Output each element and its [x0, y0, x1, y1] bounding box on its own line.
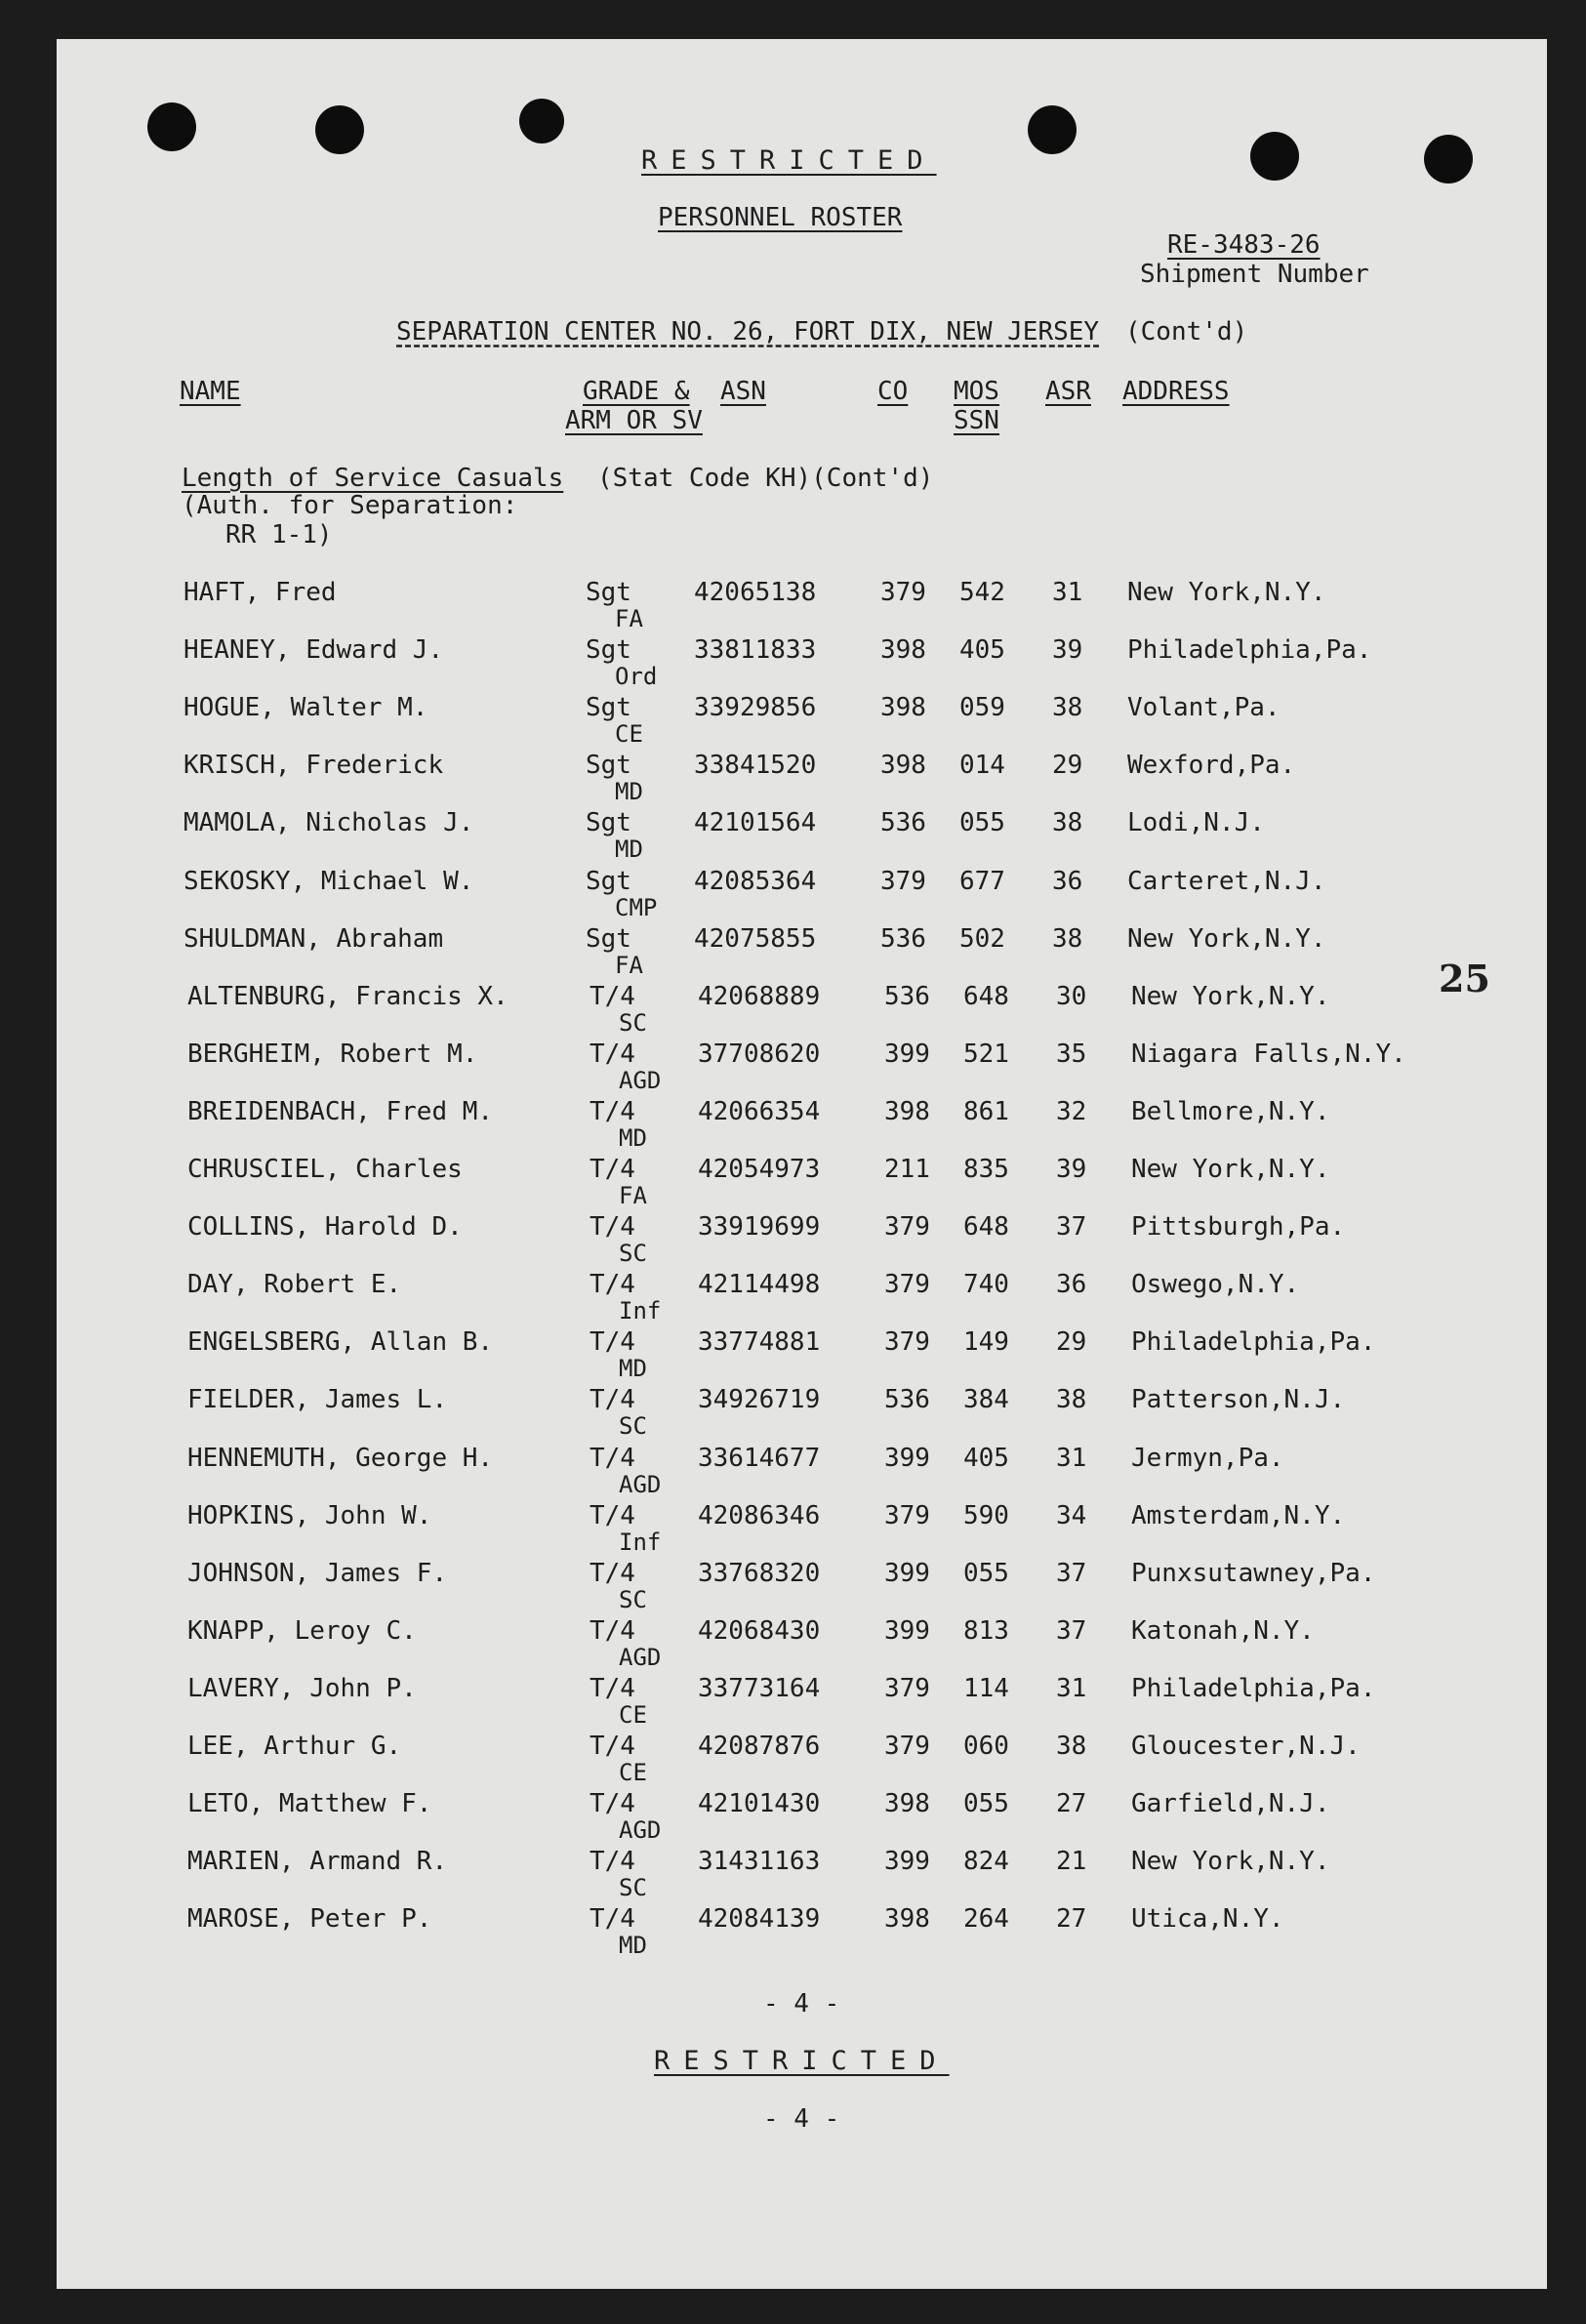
- column-header-name: NAME: [180, 377, 241, 406]
- asn-cell: 42101564: [694, 808, 817, 838]
- address-cell: Jermyn,Pa.: [1131, 1443, 1284, 1473]
- address-cell: New York,N.Y.: [1131, 981, 1330, 1011]
- grade-cell: T/4: [590, 1732, 635, 1761]
- arm-cell: CE: [619, 1759, 647, 1786]
- grade-cell: T/4: [590, 1615, 635, 1646]
- mos-cell: 059: [959, 693, 1005, 723]
- address-cell: Punxsutawney,Pa.: [1131, 1558, 1376, 1588]
- address-cell: Katonah,N.Y.: [1131, 1615, 1315, 1646]
- arm-cell: Inf: [619, 1297, 662, 1325]
- grade-cell: T/4: [590, 1673, 635, 1703]
- asn-cell: 33768320: [698, 1558, 821, 1588]
- name-cell: FIELDER, James L.: [187, 1385, 448, 1415]
- grade-cell: T/4: [590, 1904, 635, 1935]
- mos-cell: 648: [963, 1212, 1009, 1243]
- table-row: [0, 1327, 1586, 1386]
- separation-center-contd: (Cont'd): [1125, 317, 1248, 347]
- classification-bottom: RESTRICTED: [654, 2046, 950, 2076]
- asn-cell: 42087876: [698, 1732, 821, 1761]
- address-cell: Philadelphia,Pa.: [1131, 1673, 1376, 1703]
- column-header-co: CO: [877, 377, 909, 406]
- asn-cell: 42068889: [698, 981, 821, 1011]
- address-cell: Volant,Pa.: [1127, 693, 1281, 723]
- arm-cell: SC: [619, 1874, 647, 1902]
- mos-cell: 060: [963, 1732, 1009, 1761]
- mos-cell: 055: [959, 808, 1005, 838]
- mos-cell: 521: [963, 1039, 1009, 1069]
- asn-cell: 31431163: [698, 1847, 821, 1877]
- name-cell: MAMOLA, Nicholas J.: [183, 808, 474, 838]
- column-header-address: ADDRESS: [1122, 377, 1230, 406]
- name-cell: SHULDMAN, Abraham: [183, 923, 444, 954]
- asr-cell: 31: [1056, 1443, 1087, 1473]
- mos-cell: 813: [963, 1615, 1009, 1646]
- arm-cell: FA: [615, 951, 643, 979]
- asn-cell: 33773164: [698, 1673, 821, 1703]
- co-cell: 399: [884, 1847, 930, 1877]
- table-row: [0, 1732, 1586, 1790]
- name-cell: KRISCH, Frederick: [183, 751, 444, 781]
- table-row: [0, 867, 1586, 925]
- address-cell: Philadelphia,Pa.: [1131, 1327, 1376, 1358]
- name-cell: HOPKINS, John W.: [187, 1500, 432, 1530]
- mos-cell: 055: [963, 1789, 1009, 1819]
- grade-cell: Sgt: [586, 693, 631, 723]
- address-cell: Wexford,Pa.: [1127, 751, 1296, 781]
- table-row: [0, 751, 1586, 809]
- table-row: [0, 635, 1586, 694]
- address-cell: Carteret,N.J.: [1127, 866, 1326, 896]
- arm-cell: MD: [619, 1123, 647, 1152]
- grade-cell: Sgt: [586, 578, 631, 607]
- name-cell: ENGELSBERG, Allan B.: [187, 1327, 494, 1358]
- mos-cell: 648: [963, 981, 1009, 1011]
- grade-cell: T/4: [590, 1096, 635, 1126]
- mos-cell: 861: [963, 1096, 1009, 1126]
- table-row: [0, 1559, 1586, 1617]
- punch-hole: [519, 99, 564, 143]
- co-cell: 398: [880, 751, 926, 781]
- address-cell: New York,N.Y.: [1127, 923, 1326, 954]
- table-row: [0, 808, 1586, 867]
- stamped-page-number: 25: [1439, 957, 1490, 1000]
- name-cell: HAFT, Fred: [183, 578, 337, 607]
- punch-hole: [147, 102, 196, 151]
- grade-cell: T/4: [590, 1212, 635, 1243]
- mos-cell: 264: [963, 1904, 1009, 1935]
- grade-cell: T/4: [590, 1385, 635, 1415]
- co-cell: 536: [884, 981, 930, 1011]
- address-cell: Lodi,N.J.: [1127, 808, 1265, 838]
- mos-cell: 835: [963, 1155, 1009, 1184]
- asr-cell: 37: [1056, 1212, 1087, 1243]
- name-cell: JOHNSON, James F.: [187, 1558, 448, 1588]
- asn-cell: 42101430: [698, 1789, 821, 1819]
- asr-cell: 30: [1056, 981, 1087, 1011]
- asn-cell: 34926719: [698, 1385, 821, 1415]
- grade-cell: T/4: [590, 1155, 635, 1184]
- asn-cell: 33929856: [694, 693, 817, 723]
- section-title: Length of Service Casuals: [182, 464, 564, 493]
- name-cell: HEANEY, Edward J.: [183, 635, 444, 666]
- section-stat-code: (Stat Code KH)(Cont'd): [597, 464, 934, 493]
- asr-cell: 38: [1052, 923, 1083, 954]
- address-cell: Utica,N.Y.: [1131, 1904, 1284, 1935]
- table-row: [0, 1385, 1586, 1444]
- grade-cell: Sgt: [586, 751, 631, 781]
- grade-cell: T/4: [590, 981, 635, 1011]
- co-cell: 536: [880, 923, 926, 954]
- name-cell: LEE, Arthur G.: [187, 1732, 402, 1761]
- asr-cell: 29: [1056, 1327, 1087, 1358]
- table-row: [0, 1904, 1586, 1963]
- grade-cell: T/4: [590, 1270, 635, 1300]
- table-row: [0, 1789, 1586, 1848]
- arm-cell: FA: [619, 1182, 647, 1209]
- mos-cell: 542: [959, 578, 1005, 607]
- address-cell: New York,N.Y.: [1131, 1847, 1330, 1877]
- asr-cell: 21: [1056, 1847, 1087, 1877]
- column-header-grade: GRADE &: [583, 377, 690, 406]
- arm-cell: Ord: [615, 663, 658, 691]
- mos-cell: 590: [963, 1500, 1009, 1530]
- asr-cell: 29: [1052, 751, 1083, 781]
- co-cell: 379: [880, 578, 926, 607]
- name-cell: LAVERY, John P.: [187, 1673, 417, 1703]
- arm-cell: SC: [619, 1412, 647, 1441]
- name-cell: DAY, Robert E.: [187, 1270, 402, 1300]
- grade-cell: T/4: [590, 1039, 635, 1069]
- arm-cell: CMP: [615, 893, 658, 921]
- co-cell: 536: [884, 1385, 930, 1415]
- table-row: [0, 578, 1586, 636]
- asr-cell: 34: [1056, 1500, 1087, 1530]
- asr-cell: 35: [1056, 1039, 1087, 1069]
- co-cell: 379: [884, 1327, 930, 1358]
- asn-cell: 37708620: [698, 1039, 821, 1069]
- punch-hole: [315, 105, 364, 154]
- asr-cell: 38: [1052, 808, 1083, 838]
- name-cell: BERGHEIM, Robert M.: [187, 1039, 478, 1069]
- co-cell: 399: [884, 1558, 930, 1588]
- asn-cell: 42085364: [694, 866, 817, 896]
- arm-cell: CE: [615, 720, 643, 749]
- grade-cell: T/4: [590, 1500, 635, 1530]
- mos-cell: 677: [959, 866, 1005, 896]
- co-cell: 379: [884, 1673, 930, 1703]
- address-cell: Patterson,N.J.: [1131, 1385, 1346, 1415]
- asr-cell: 36: [1056, 1270, 1087, 1300]
- address-cell: Philadelphia,Pa.: [1127, 635, 1372, 666]
- table-row: [0, 924, 1586, 983]
- table-row: [0, 693, 1586, 752]
- column-header-asr: ASR: [1045, 377, 1091, 406]
- address-cell: Garfield,N.J.: [1131, 1789, 1330, 1819]
- mos-cell: 014: [959, 751, 1005, 781]
- co-cell: 398: [884, 1904, 930, 1935]
- section-authority: (Auth. for Separation:: [182, 491, 518, 520]
- address-cell: Bellmore,N.Y.: [1131, 1096, 1330, 1126]
- name-cell: SEKOSKY, Michael W.: [183, 866, 474, 896]
- name-cell: MARIEN, Armand R.: [187, 1847, 448, 1877]
- asr-cell: 37: [1056, 1615, 1087, 1646]
- co-cell: 398: [884, 1096, 930, 1126]
- asr-cell: 39: [1056, 1155, 1087, 1184]
- table-row: [0, 1674, 1586, 1733]
- co-cell: 379: [884, 1500, 930, 1530]
- table-row: [0, 1270, 1586, 1328]
- grade-cell: T/4: [590, 1789, 635, 1819]
- grade-cell: T/4: [590, 1847, 635, 1877]
- arm-cell: AGD: [619, 1643, 662, 1671]
- address-cell: Oswego,N.Y.: [1131, 1270, 1300, 1300]
- arm-cell: FA: [615, 605, 643, 632]
- asn-cell: 42075855: [694, 923, 817, 954]
- grade-cell: Sgt: [586, 635, 631, 666]
- name-cell: HENNEMUTH, George H.: [187, 1443, 494, 1473]
- address-cell: Gloucester,N.J.: [1131, 1732, 1361, 1761]
- grade-cell: Sgt: [586, 923, 631, 954]
- table-row: [0, 982, 1586, 1040]
- grade-cell: T/4: [590, 1443, 635, 1473]
- name-cell: KNAPP, Leroy C.: [187, 1615, 417, 1646]
- table-row: [0, 1097, 1586, 1156]
- address-cell: Pittsburgh,Pa.: [1131, 1212, 1346, 1243]
- mos-cell: 384: [963, 1385, 1009, 1415]
- punch-hole: [1250, 132, 1299, 181]
- arm-cell: MD: [619, 1355, 647, 1383]
- table-row: [0, 1444, 1586, 1502]
- asn-cell: 42066354: [698, 1096, 821, 1126]
- grade-cell: T/4: [590, 1558, 635, 1588]
- address-cell: Amsterdam,N.Y.: [1131, 1500, 1346, 1530]
- co-cell: 379: [884, 1270, 930, 1300]
- table-row: [0, 1847, 1586, 1905]
- asr-cell: 31: [1056, 1673, 1087, 1703]
- table-row: [0, 1501, 1586, 1560]
- arm-cell: Inf: [619, 1528, 662, 1556]
- name-cell: CHRUSCIEL, Charles: [187, 1155, 463, 1184]
- asr-cell: 39: [1052, 635, 1083, 666]
- arm-cell: SC: [619, 1585, 647, 1613]
- asr-cell: 38: [1056, 1732, 1087, 1761]
- asr-cell: 37: [1056, 1558, 1087, 1588]
- asn-cell: 42086346: [698, 1500, 821, 1530]
- co-cell: 399: [884, 1443, 930, 1473]
- address-cell: New York,N.Y.: [1127, 578, 1326, 607]
- asr-cell: 27: [1056, 1789, 1087, 1819]
- table-row: [0, 1040, 1586, 1098]
- mos-cell: 824: [963, 1847, 1009, 1877]
- name-cell: BREIDENBACH, Fred M.: [187, 1096, 494, 1126]
- asn-cell: 42068430: [698, 1615, 821, 1646]
- punch-hole: [1424, 135, 1473, 183]
- arm-cell: MD: [615, 778, 643, 806]
- mos-cell: 149: [963, 1327, 1009, 1358]
- co-cell: 399: [884, 1039, 930, 1069]
- name-cell: ALTENBURG, Francis X.: [187, 981, 508, 1011]
- arm-cell: MD: [619, 1932, 647, 1960]
- asn-cell: 33811833: [694, 635, 817, 666]
- co-cell: 398: [880, 635, 926, 666]
- mos-cell: 055: [963, 1558, 1009, 1588]
- arm-cell: SC: [619, 1008, 647, 1037]
- co-cell: 379: [884, 1212, 930, 1243]
- column-header-asn: ASN: [720, 377, 766, 406]
- asn-cell: 33614677: [698, 1443, 821, 1473]
- page-number-top: - 4 -: [763, 1989, 840, 2018]
- asn-cell: 33774881: [698, 1327, 821, 1358]
- table-row: [0, 1212, 1586, 1271]
- co-cell: 399: [884, 1615, 930, 1646]
- column-header-ssn: SSN: [954, 406, 999, 435]
- address-cell: New York,N.Y.: [1131, 1155, 1330, 1184]
- section-authority-ref: RR 1-1): [225, 520, 333, 550]
- column-header-mos: MOS: [954, 377, 999, 406]
- grade-cell: Sgt: [586, 808, 631, 838]
- shipment-number: RE-3483-26: [1167, 230, 1321, 260]
- asn-cell: 42084139: [698, 1904, 821, 1935]
- asn-cell: 42114498: [698, 1270, 821, 1300]
- document-title: PERSONNEL ROSTER: [658, 203, 903, 232]
- arm-cell: CE: [619, 1700, 647, 1729]
- name-cell: MAROSE, Peter P.: [187, 1904, 432, 1935]
- arm-cell: SC: [619, 1240, 647, 1268]
- punch-hole: [1028, 105, 1077, 154]
- arm-cell: MD: [615, 836, 643, 864]
- name-cell: HOGUE, Walter M.: [183, 693, 428, 723]
- co-cell: 398: [880, 693, 926, 723]
- mos-cell: 502: [959, 923, 1005, 954]
- co-cell: 379: [880, 866, 926, 896]
- asn-cell: 33919699: [698, 1212, 821, 1243]
- page-number-bottom: - 4 -: [763, 2104, 840, 2134]
- separation-center-heading: SEPARATION CENTER NO. 26, FORT DIX, NEW JERSEY: [396, 317, 1100, 347]
- arm-cell: AGD: [619, 1470, 662, 1498]
- mos-cell: 114: [963, 1673, 1009, 1703]
- grade-cell: Sgt: [586, 866, 631, 896]
- name-cell: COLLINS, Harold D.: [187, 1212, 463, 1243]
- asn-cell: 33841520: [694, 751, 817, 781]
- co-cell: 379: [884, 1732, 930, 1761]
- name-cell: LETO, Matthew F.: [187, 1789, 432, 1819]
- table-row: [0, 1155, 1586, 1213]
- shipment-label: Shipment Number: [1140, 260, 1369, 289]
- co-cell: 398: [884, 1789, 930, 1819]
- asr-cell: 36: [1052, 866, 1083, 896]
- address-cell: Niagara Falls,N.Y.: [1131, 1039, 1406, 1069]
- asr-cell: 27: [1056, 1904, 1087, 1935]
- mos-cell: 405: [963, 1443, 1009, 1473]
- asn-cell: 42054973: [698, 1155, 821, 1184]
- table-row: [0, 1616, 1586, 1675]
- asn-cell: 42065138: [694, 578, 817, 607]
- mos-cell: 740: [963, 1270, 1009, 1300]
- grade-cell: T/4: [590, 1327, 635, 1358]
- co-cell: 211: [884, 1155, 930, 1184]
- arm-cell: AGD: [619, 1066, 662, 1094]
- classification-top: RESTRICTED: [641, 145, 937, 176]
- arm-cell: AGD: [619, 1816, 662, 1845]
- mos-cell: 405: [959, 635, 1005, 666]
- column-header-arm: ARM OR SV: [565, 406, 703, 435]
- asr-cell: 32: [1056, 1096, 1087, 1126]
- co-cell: 536: [880, 808, 926, 838]
- asr-cell: 38: [1052, 693, 1083, 723]
- asr-cell: 38: [1056, 1385, 1087, 1415]
- asr-cell: 31: [1052, 578, 1083, 607]
